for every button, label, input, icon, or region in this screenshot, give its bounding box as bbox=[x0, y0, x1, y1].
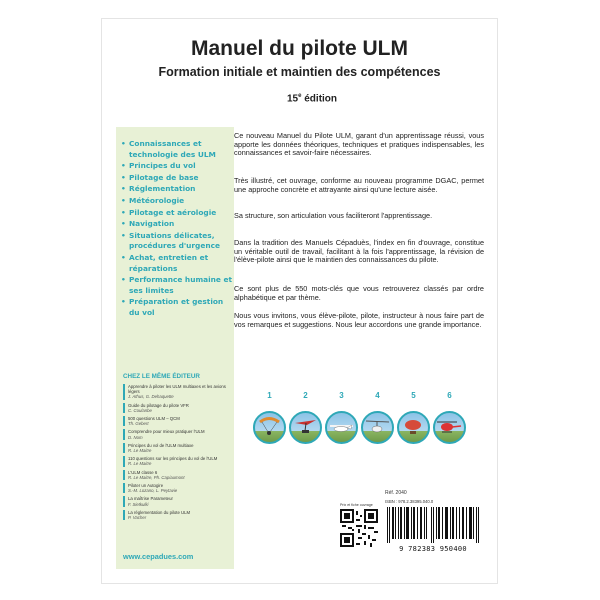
related-book bbox=[123, 470, 229, 480]
related-book-title: Principes du vol de l'ULM multiaxe bbox=[128, 442, 194, 448]
isbn-number: ISBN : 978.2.38395.040.0 bbox=[385, 499, 434, 504]
related-book-authors: R. Le Maitre bbox=[128, 461, 152, 467]
pictogram-number: 1 bbox=[267, 391, 272, 400]
multiaxis-icon bbox=[325, 411, 358, 444]
related-book-title: La réglementation du pilote ULM bbox=[128, 509, 191, 515]
related-book-authors: C. Coulanbe bbox=[128, 407, 152, 413]
barcode-number: 9 782383 950400 bbox=[399, 545, 467, 553]
topic-item: • Pilotage et aérologie bbox=[121, 208, 233, 219]
related-book-authors: D. Nom bbox=[128, 434, 143, 440]
related-book-authors: S.-M. Lozano, L. Peytavie bbox=[128, 488, 178, 494]
related-book-authors: F. Sietkulki bbox=[128, 501, 149, 507]
related-book bbox=[123, 510, 229, 520]
same-editor-heading: CHEZ LE MÊME ÉDITEUR bbox=[123, 373, 200, 380]
related-book-title: 500 questions ULM – QCM bbox=[128, 416, 180, 422]
related-book-title: Guide du pilotage du pilote VFR bbox=[128, 402, 189, 408]
pictogram-number: 5 bbox=[411, 391, 416, 400]
related-book-authors: Th. Gebert bbox=[128, 421, 149, 427]
topic-item: • Performance humaine et ses limites bbox=[121, 275, 233, 296]
description-paragraph: Sa structure, son articulation vous faciliteront l'apprentissage. bbox=[234, 211, 433, 220]
related-book-title: La maîtrise Parameteur bbox=[128, 496, 173, 502]
related-book bbox=[123, 456, 229, 466]
aerostat-icon bbox=[397, 411, 430, 444]
topic-item: • Connaissances et technologie des ULM bbox=[121, 139, 233, 160]
related-book-title: 110 questions sur les principes du vol de l'ULM bbox=[128, 456, 218, 462]
related-book bbox=[123, 483, 229, 493]
reference-number: Réf. 2040 bbox=[385, 490, 407, 496]
topic-item: • Principes du vol bbox=[121, 161, 233, 172]
book-subtitle: Formation initiale et maintien des compétences bbox=[158, 65, 441, 79]
topic-item: • Situations délicates, procédures d'urgence bbox=[121, 231, 233, 252]
edition-label bbox=[287, 93, 337, 104]
edition-number: 15 bbox=[287, 93, 299, 105]
related-book bbox=[123, 496, 229, 506]
topic-item: • Préparation et gestion du vol bbox=[121, 297, 233, 318]
description-paragraph: Très illustré, cet ouvrage, conforme au nouveau programme DGAC, permet une approche concrète et attrayante ainsi qu'une lecture aisée. bbox=[234, 176, 484, 194]
topic-item: • Météorologie bbox=[121, 196, 233, 207]
qr-code-label: Prix et fiche ouvrage bbox=[340, 503, 373, 507]
pictogram-number: 2 bbox=[303, 391, 308, 400]
topic-list bbox=[121, 139, 233, 320]
related-book-authors: R. Le Maitre bbox=[128, 448, 152, 454]
edition-suffix: e bbox=[298, 93, 302, 99]
description-paragraph: Ce sont plus de 550 mots-clés que vous retrouverez classés par ordre alphabétique et par thème. bbox=[234, 284, 484, 302]
topic-item: • Réglementation bbox=[121, 184, 233, 195]
description-paragraph: Nous vous invitons, vous élève-pilote, pilote, instructeur à nous faire part de vos remarques et suggestions. Nous leur accordons une grande importance. bbox=[234, 311, 484, 329]
topic-item: • Pilotage de base bbox=[121, 173, 233, 184]
pictogram-number: 3 bbox=[339, 391, 344, 400]
autogyro-icon bbox=[361, 411, 394, 444]
related-book bbox=[123, 384, 229, 400]
trike-icon bbox=[289, 411, 322, 444]
book-title: Manuel du pilote ULM bbox=[191, 37, 408, 60]
related-book bbox=[123, 416, 229, 426]
topics-sidebar bbox=[116, 127, 234, 569]
related-book-authors: P. Vacher bbox=[128, 515, 147, 521]
barcode bbox=[385, 507, 481, 543]
description-paragraph: Ce nouveau Manuel du Pilote ULM, garant d'un apprentissage réussi, vous apporte les données théoriques, techniques et pratiques indispensables, les connaissances et savoir-faire nécessaires. bbox=[234, 131, 484, 157]
publisher-website[interactable]: www.cepadues.com bbox=[123, 552, 194, 561]
topic-item: • Achat, entretien et réparations bbox=[121, 253, 233, 274]
paramotor-icon bbox=[253, 411, 286, 444]
qr-code[interactable] bbox=[340, 509, 378, 547]
related-book-authors: R. Le Maitre, Ph. Capiaumont bbox=[128, 474, 185, 480]
related-book-title: L'ULM classe 6 bbox=[128, 469, 158, 475]
topic-item: • Navigation bbox=[121, 219, 233, 230]
related-book-title: Comprendre pour mieux pratiquer l'ULM bbox=[128, 429, 205, 435]
related-book-title: Apprendre à piloter les ULM multiaxes et les avions légers bbox=[128, 384, 226, 395]
related-books-list bbox=[123, 384, 229, 523]
related-book bbox=[123, 443, 229, 453]
helicopter-icon bbox=[433, 411, 466, 444]
pictogram-number: 6 bbox=[447, 391, 452, 400]
related-book bbox=[123, 429, 229, 439]
book-back-cover bbox=[101, 18, 498, 584]
related-book-title: Piloter un Autogire bbox=[128, 483, 164, 489]
edition-text: édition bbox=[301, 93, 338, 105]
related-book-authors: J. Athus, G. Dehaquette bbox=[128, 394, 174, 400]
related-book bbox=[123, 403, 229, 413]
pictogram-number: 4 bbox=[375, 391, 380, 400]
description-paragraph: Dans la tradition des Manuels Cépaduès, l'index en fin d'ouvrage, constitue un véritable outil de travail, facilitant à la fois l'apprentissage, la révision de l'élève-pilote ainsi que le maintien des connaissances du pilote. bbox=[234, 238, 484, 264]
